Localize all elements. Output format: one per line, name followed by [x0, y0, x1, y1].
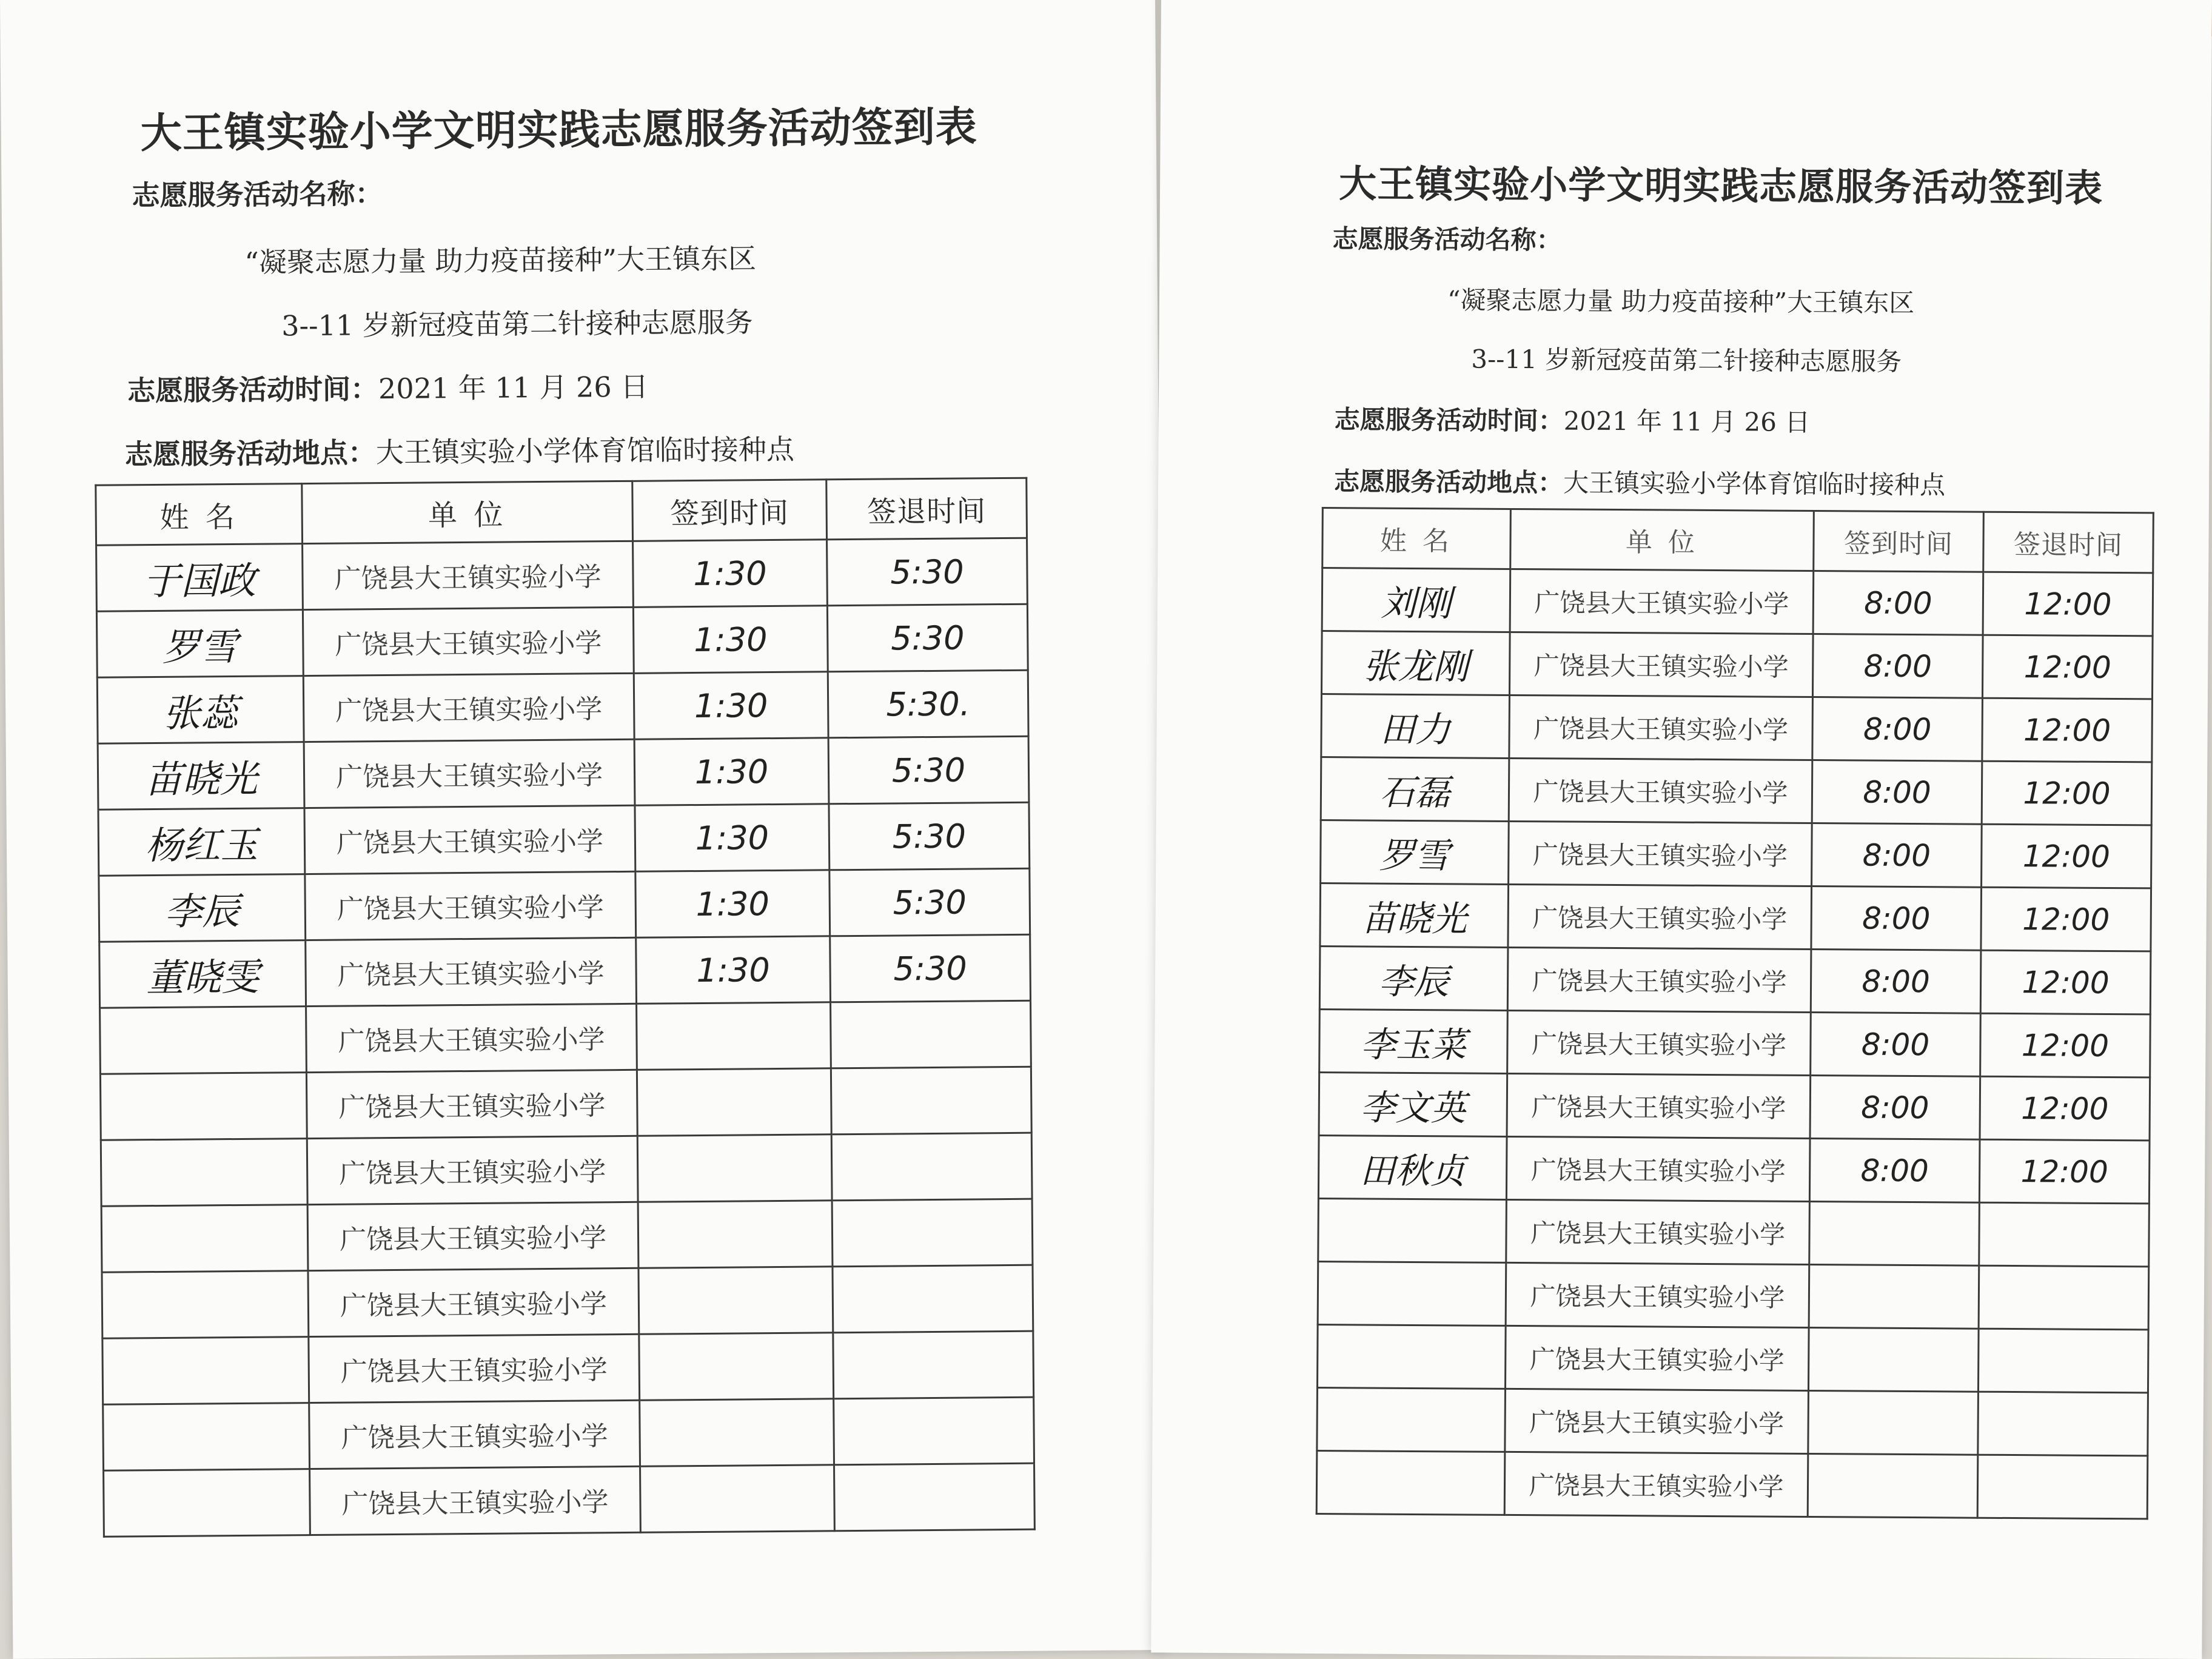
sign-in-time-cell	[1812, 697, 1983, 761]
unit-text: 广饶县大王镇实验小学	[1533, 713, 1789, 745]
activity-name-line2: 3--11 岁新冠疫苗第二针接种志愿服务	[1471, 344, 1902, 377]
unit-cell	[1506, 1262, 1809, 1327]
sign-out-time-text: 5:30	[890, 552, 964, 591]
signature-cell	[99, 940, 306, 1008]
activity-name-line2: 3--11 岁新冠疫苗第二针接种志愿服务	[281, 306, 753, 343]
activity-name-line1: “凝聚志愿力量 助力疫苗接种”大王镇东区	[244, 242, 757, 279]
activity-location-label: 志愿服务活动地点：	[1333, 466, 1564, 498]
unit-text: 广饶县大王镇实验小学	[1530, 1281, 1785, 1313]
signature-cell	[96, 544, 303, 612]
sign-out-time-cell	[830, 868, 1030, 936]
unit-text: 广饶县大王镇实验小学	[1532, 902, 1788, 934]
unit-text: 广饶县大王镇实验小学	[1529, 1407, 1785, 1439]
sign-in-time-text: 1:30	[694, 686, 768, 725]
sign-out-time-cell	[828, 670, 1028, 738]
sign-out-time-text: 12:00	[2022, 964, 2110, 1000]
activity-location	[1334, 461, 1945, 501]
sign-in-time-cell	[1810, 1075, 1980, 1139]
table-row	[1321, 694, 2153, 762]
table-row	[100, 1067, 1031, 1140]
unit-cell	[306, 1070, 637, 1138]
signature-cell	[1321, 820, 1509, 885]
sign-in-time-cell	[637, 1068, 831, 1136]
sign-out-time-cell	[829, 802, 1030, 870]
table-row	[102, 1331, 1034, 1404]
signature-cell	[1318, 1262, 1506, 1326]
sign-out-time-cell	[1979, 1139, 2150, 1204]
table-row	[98, 736, 1029, 809]
unit-text: 广饶县大王镇实验小学	[341, 1487, 609, 1520]
signature-cell	[104, 1469, 310, 1537]
unit-cell	[307, 1202, 638, 1270]
unit-cell	[307, 1136, 638, 1204]
column-header-unit: 单 位	[302, 481, 633, 543]
sign-in-time-cell	[637, 1134, 832, 1202]
table-row	[97, 670, 1028, 743]
signature-text: 李辰	[1378, 960, 1449, 1002]
signature-cell	[1318, 1199, 1507, 1263]
unit-cell	[308, 1268, 639, 1336]
table-row	[102, 1265, 1033, 1338]
signature-cell	[1322, 568, 1510, 632]
unit-text: 广饶县大王镇实验小学	[340, 1355, 608, 1388]
sign-out-time-text: 12:00	[2020, 1153, 2108, 1190]
column-header-sign-out: 签退时间	[826, 478, 1027, 540]
unit-text: 广饶县大王镇实验小学	[1533, 776, 1788, 808]
table-row	[98, 802, 1030, 876]
table-body-left	[96, 538, 1035, 1537]
sign-out-time-cell	[1983, 572, 2153, 636]
unit-cell	[306, 1004, 637, 1072]
sign-in-time-cell	[634, 672, 828, 740]
sign-out-time-cell	[1978, 1329, 2148, 1393]
sign-in-time-cell	[638, 1267, 833, 1335]
table-row	[100, 1000, 1031, 1074]
unit-text: 广饶县大王镇实验小学	[1533, 650, 1789, 682]
unit-cell	[304, 739, 635, 808]
sign-in-time-cell	[633, 540, 828, 608]
unit-text: 广饶县大王镇实验小学	[1531, 1091, 1786, 1124]
sign-in-time-cell	[1809, 1201, 1980, 1265]
signature-text: 杨红玉	[145, 822, 258, 868]
sign-in-time-text: 8:00	[1863, 648, 1932, 684]
unit-cell	[1509, 695, 1813, 760]
unit-cell	[305, 871, 636, 940]
sign-out-time-cell	[830, 934, 1031, 1002]
sign-out-time-text: 5:30	[890, 618, 965, 657]
table-row	[103, 1397, 1034, 1470]
sign-out-time-cell	[832, 1199, 1033, 1267]
unit-cell	[1506, 1136, 1810, 1201]
signature-text: 田力	[1379, 708, 1451, 750]
activity-time-label: 志愿服务活动时间：	[1334, 404, 1564, 436]
signature-cell	[103, 1403, 310, 1471]
unit-cell	[1507, 1010, 1811, 1075]
sign-in-time-text: 1:30	[695, 884, 770, 923]
signature-text: 董晓雯	[146, 954, 260, 1000]
sign-out-time-cell	[1982, 761, 2152, 825]
sign-out-time-text: 12:00	[2022, 901, 2110, 937]
table-row	[1318, 1262, 2149, 1330]
sign-in-time-text: 8:00	[1863, 711, 1932, 747]
column-header-sign-in: 签到时间	[1814, 511, 1984, 572]
sign-in-time-cell	[1809, 1138, 1980, 1202]
sign-in-time-text: 1:30	[693, 554, 767, 593]
sign-in-time-text: 8:00	[1861, 1027, 1930, 1062]
sign-in-time-cell	[1808, 1327, 1979, 1392]
signature-text: 张蕊	[163, 690, 239, 736]
unit-text: 广饶县大王镇实验小学	[334, 561, 602, 595]
sign-out-time-cell	[831, 1067, 1031, 1134]
signature-text: 李玉菜	[1360, 1023, 1467, 1066]
unit-text: 广饶县大王镇实验小学	[1534, 587, 1789, 619]
unit-text: 广饶县大王镇实验小学	[337, 892, 604, 925]
sign-out-time-cell	[834, 1463, 1035, 1531]
unit-text: 广饶县大王镇实验小学	[336, 826, 604, 859]
sign-in-table	[1316, 507, 2154, 1520]
form-title: 大王镇实验小学文明实践志愿服务活动签到表	[1338, 161, 2103, 210]
signature-cell	[1319, 947, 1508, 1011]
unit-text: 广饶县大王镇实验小学	[340, 1289, 608, 1322]
column-header-sign-out: 签退时间	[1983, 512, 2154, 573]
unit-text: 广饶县大王镇实验小学	[1529, 1344, 1785, 1376]
unit-cell	[1510, 569, 1814, 634]
unit-cell	[303, 673, 634, 742]
sign-out-time-text: 12:00	[2024, 586, 2112, 622]
activity-time-value: 2021 年 11 月 26 日	[1563, 406, 1811, 437]
sign-out-time-cell	[834, 1397, 1034, 1465]
unit-text: 广饶县大王镇实验小学	[1532, 965, 1787, 997]
unit-cell	[310, 1466, 641, 1535]
sign-out-time-cell	[833, 1265, 1033, 1333]
sign-in-time-cell	[640, 1399, 834, 1467]
unit-cell	[1505, 1326, 1809, 1390]
unit-text: 广饶县大王镇实验小学	[1531, 1028, 1787, 1061]
signature-text: 罗雪	[1379, 834, 1450, 876]
sign-in-table	[95, 477, 1036, 1538]
sign-out-time-cell	[833, 1331, 1034, 1399]
unit-text: 广饶县大王镇实验小学	[338, 1024, 605, 1057]
sign-in-time-text: 8:00	[1863, 774, 1931, 810]
unit-text: 广饶县大王镇实验小学	[335, 628, 602, 661]
sign-in-time-cell	[637, 1002, 831, 1070]
table-row	[101, 1133, 1032, 1206]
sign-in-time-cell	[1809, 1264, 1979, 1329]
unit-text: 广饶县大王镇实验小学	[339, 1156, 606, 1190]
sign-in-time-cell	[1808, 1453, 1978, 1518]
activity-time	[127, 365, 649, 409]
signature-cell	[99, 874, 306, 942]
form-title: 大王镇实验小学文明实践志愿服务活动签到表	[140, 102, 978, 158]
unit-cell	[1507, 947, 1811, 1012]
sign-in-time-text: 8:00	[1861, 1089, 1929, 1125]
unit-text: 广饶县大王镇实验小学	[1530, 1155, 1786, 1187]
unit-text: 广饶县大王镇实验小学	[339, 1222, 607, 1256]
table-row	[1317, 1388, 2148, 1456]
table-row	[99, 868, 1030, 942]
unit-text: 广饶县大王镇实验小学	[341, 1421, 608, 1454]
sign-out-time-text: 12:00	[2022, 838, 2111, 874]
table-header-row	[96, 478, 1027, 545]
signature-text: 苗晓光	[144, 756, 258, 802]
signature-cell	[101, 1205, 308, 1273]
sign-out-time-text: 12:00	[2021, 1027, 2110, 1064]
sign-in-time-text: 1:30	[693, 620, 768, 659]
signature-cell	[96, 610, 303, 678]
table-row	[101, 1199, 1033, 1272]
unit-cell	[303, 607, 634, 675]
sign-out-time-cell	[1978, 1392, 2148, 1456]
unit-cell	[1509, 758, 1812, 823]
unit-cell	[1509, 821, 1812, 886]
table-row	[1319, 1073, 2150, 1141]
sign-out-time-cell	[1982, 635, 2153, 699]
sign-out-time-cell	[1979, 1265, 2149, 1330]
sign-out-time-cell	[1981, 887, 2151, 951]
signature-text: 李辰	[164, 888, 240, 934]
sign-in-time-text: 1:30	[694, 752, 769, 791]
signature-cell	[1321, 631, 1510, 695]
sign-in-time-text: 8:00	[1862, 964, 1930, 999]
table-row	[1321, 820, 2152, 888]
sign-in-time-text: 8:00	[1862, 837, 1931, 873]
sign-in-time-cell	[1812, 760, 1982, 824]
unit-text: 广饶县大王镇实验小学	[1532, 839, 1788, 871]
signature-text: 苗晓光	[1361, 897, 1467, 940]
sign-out-time-cell	[1982, 824, 2152, 888]
activity-name-label: 志愿服务活动名称：	[1332, 224, 1562, 255]
signature-cell	[1321, 757, 1509, 822]
signature-cell	[1316, 1451, 1505, 1515]
unit-cell	[309, 1334, 640, 1403]
unit-text: 广饶县大王镇实验小学	[335, 694, 603, 727]
activity-time	[1335, 400, 1811, 439]
table-row	[96, 538, 1028, 611]
sign-in-time-cell	[1812, 823, 1982, 887]
activity-location-value: 大王镇实验小学体育馆临时接种点	[1563, 468, 1946, 500]
table-row	[1317, 1325, 2148, 1393]
sign-in-sheet-right	[1151, 0, 2212, 1659]
sign-in-time-cell	[633, 606, 828, 674]
unit-cell	[309, 1400, 640, 1469]
unit-cell	[303, 541, 634, 609]
table-row	[1319, 1010, 2151, 1078]
table-row	[1319, 947, 2151, 1014]
table-row	[1316, 1451, 2148, 1519]
sign-in-time-cell	[635, 804, 830, 872]
table-row	[1321, 757, 2152, 825]
sign-in-time-cell	[638, 1201, 833, 1269]
sign-out-time-text: 12:00	[2023, 712, 2111, 748]
unit-text: 广饶县大王镇实验小学	[337, 958, 605, 991]
sign-out-time-cell	[1979, 1202, 2150, 1267]
unit-cell	[1509, 632, 1813, 697]
sign-out-time-text: 12:00	[2023, 775, 2111, 811]
signature-cell	[1319, 1073, 1507, 1137]
table-row	[1322, 568, 2153, 636]
signature-cell	[100, 1073, 307, 1141]
sign-in-time-text: 1:30	[695, 818, 769, 857]
sign-in-time-cell	[1811, 1012, 1981, 1076]
sign-out-time-cell	[831, 1133, 1032, 1201]
signature-cell	[1318, 1136, 1507, 1200]
signature-cell	[102, 1271, 309, 1339]
column-header-name: 姓 名	[96, 484, 303, 546]
sign-out-time-cell	[1982, 698, 2153, 762]
signature-cell	[102, 1337, 309, 1405]
unit-cell	[304, 805, 635, 874]
sign-out-time-text: 5:30	[892, 817, 967, 856]
sign-out-time-text: 5:30	[893, 949, 967, 988]
signature-text: 田秋贞	[1359, 1149, 1466, 1192]
unit-text: 广饶县大王镇实验小学	[1530, 1218, 1786, 1250]
unit-cell	[1506, 1199, 1810, 1264]
sign-in-time-text: 1:30	[696, 950, 770, 990]
signature-text: 张龙刚	[1362, 645, 1469, 688]
signature-cell	[1321, 694, 1510, 759]
signature-text: 刘刚	[1381, 582, 1452, 624]
signature-cell	[98, 808, 305, 876]
activity-time-label: 志愿服务活动时间：	[127, 372, 379, 407]
sign-in-time-cell	[640, 1465, 835, 1533]
signature-text: 李文英	[1360, 1086, 1466, 1129]
signature-cell	[1317, 1325, 1506, 1389]
sign-in-time-cell	[1811, 949, 1981, 1013]
sign-in-time-text: 8:00	[1862, 900, 1931, 936]
sign-in-time-cell	[635, 870, 830, 938]
activity-location	[125, 427, 794, 473]
unit-cell	[306, 937, 637, 1006]
activity-location-label: 志愿服务活动地点：	[124, 436, 377, 471]
unit-cell	[1505, 1389, 1809, 1453]
sign-out-time-cell	[1977, 1455, 2148, 1519]
table-row	[1318, 1136, 2150, 1204]
sign-in-time-cell	[1811, 886, 1982, 950]
table-row	[96, 604, 1028, 677]
signature-cell	[101, 1139, 307, 1207]
signature-cell	[1319, 1010, 1508, 1074]
table-row	[1318, 1199, 2150, 1267]
sign-out-time-text: 5:30	[893, 883, 967, 922]
unit-text: 广饶县大王镇实验小学	[1529, 1470, 1784, 1502]
sign-out-time-cell	[1980, 1076, 2150, 1141]
activity-time-value: 2021 年 11 月 26 日	[378, 370, 649, 406]
sign-out-time-text: 12:00	[2023, 649, 2111, 685]
sign-out-time-text: 5:30.	[886, 684, 971, 724]
sign-in-time-cell	[636, 936, 831, 1004]
activity-name-label: 志愿服务活动名称：	[132, 177, 383, 212]
sign-in-time-cell	[639, 1333, 834, 1401]
signature-cell	[1317, 1388, 1506, 1452]
signature-cell	[1320, 883, 1509, 948]
activity-location-value: 大王镇实验小学体育馆临时接种点	[375, 432, 795, 469]
sign-out-time-cell	[1980, 950, 2151, 1014]
table-row	[1320, 883, 2151, 951]
table-header-row	[1322, 508, 2154, 573]
sign-in-time-text: 8:00	[1864, 585, 1932, 621]
sign-out-time-cell	[831, 1000, 1031, 1068]
column-header-unit: 单 位	[1510, 509, 1814, 571]
signature-text: 罗雪	[162, 624, 238, 669]
sign-out-time-text: 12:00	[2021, 1090, 2109, 1127]
table-row	[104, 1463, 1035, 1537]
sign-in-time-cell	[634, 738, 829, 806]
signature-cell	[98, 742, 304, 810]
sign-out-time-text: 5:30	[891, 751, 966, 789]
unit-cell	[1504, 1452, 1808, 1517]
sign-out-time-cell	[1980, 1013, 2151, 1078]
table-row	[99, 934, 1031, 1008]
unit-text: 广饶县大王镇实验小学	[338, 1090, 606, 1124]
signature-text: 石磊	[1379, 771, 1450, 813]
unit-text: 广饶县大王镇实验小学	[335, 760, 603, 793]
column-header-sign-in: 签到时间	[632, 480, 827, 541]
sign-in-time-cell	[1812, 634, 1983, 699]
sign-in-time-cell	[1813, 571, 1983, 635]
sign-out-time-cell	[827, 604, 1028, 672]
sign-out-time-cell	[828, 736, 1029, 804]
table-body-right	[1316, 568, 2153, 1519]
table-row	[1321, 631, 2153, 699]
column-header-name: 姓 名	[1322, 508, 1511, 569]
unit-cell	[1508, 884, 1812, 949]
signature-text: 于国政	[142, 558, 256, 603]
activity-name-line1: “凝聚志愿力量 助力疫苗接种”大王镇东区	[1447, 285, 1915, 318]
sign-in-time-text: 8:00	[1860, 1152, 1929, 1188]
signature-cell	[100, 1007, 307, 1074]
sign-out-time-cell	[827, 538, 1028, 606]
signature-cell	[97, 676, 304, 744]
unit-cell	[1507, 1073, 1811, 1138]
sign-in-time-cell	[1808, 1390, 1979, 1455]
